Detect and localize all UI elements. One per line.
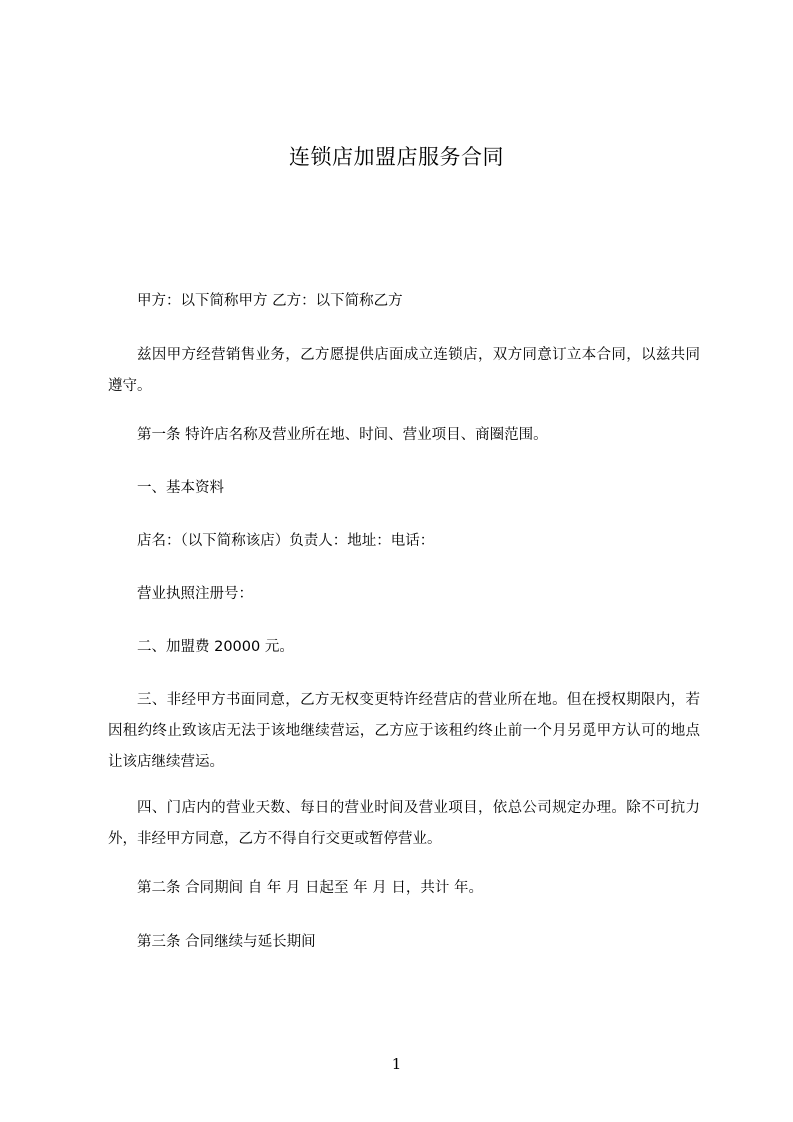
license-number-line: 营业执照注册号： xyxy=(137,586,253,602)
preamble: 兹因甲方经营销售业务，乙方愿提供店面成立连锁店，双方同意订立本合同，以兹共同遵守。 xyxy=(108,347,700,394)
franchise-fee: 二、加盟费 20000 元。 xyxy=(137,639,294,655)
clause-4-business-hours: 四、门店内的营业天数、每日的营业时间及营业项目，依总公司规定办理。除不可抗力外，非经甲方同意，乙方不得自行交更或暂停营业。 xyxy=(108,800,700,847)
store-info-line: 店名：（以下简称该店）负责人：地址：电话： xyxy=(137,533,435,549)
party-names: 甲方：以下简称甲方 乙方：以下简称乙方 xyxy=(137,293,403,309)
page-number: 1 xyxy=(391,1055,402,1073)
clause-3-location: 三、非经甲方书面同意，乙方无权变更特许经营店的营业所在地。但在授权期限内，若因租约终止致该店无法于该地继续营运，乙方应于该租约终止前一个月另觅甲方认可的地点让该店继续营运。 xyxy=(108,692,700,770)
article-3-heading: 第三条 合同继续与延长期间 xyxy=(137,934,316,950)
basic-info-heading: 一、基本资料 xyxy=(137,480,224,496)
article-2-term: 第二条 合同期间 自 年 月 日起至 年 月 日，共计 年。 xyxy=(137,880,483,896)
document-title: 连锁店加盟店服务合同 xyxy=(289,145,504,169)
article-1-heading: 第一条 特许店名称及营业所在地、时间、营业项目、商圈范围。 xyxy=(137,427,548,443)
